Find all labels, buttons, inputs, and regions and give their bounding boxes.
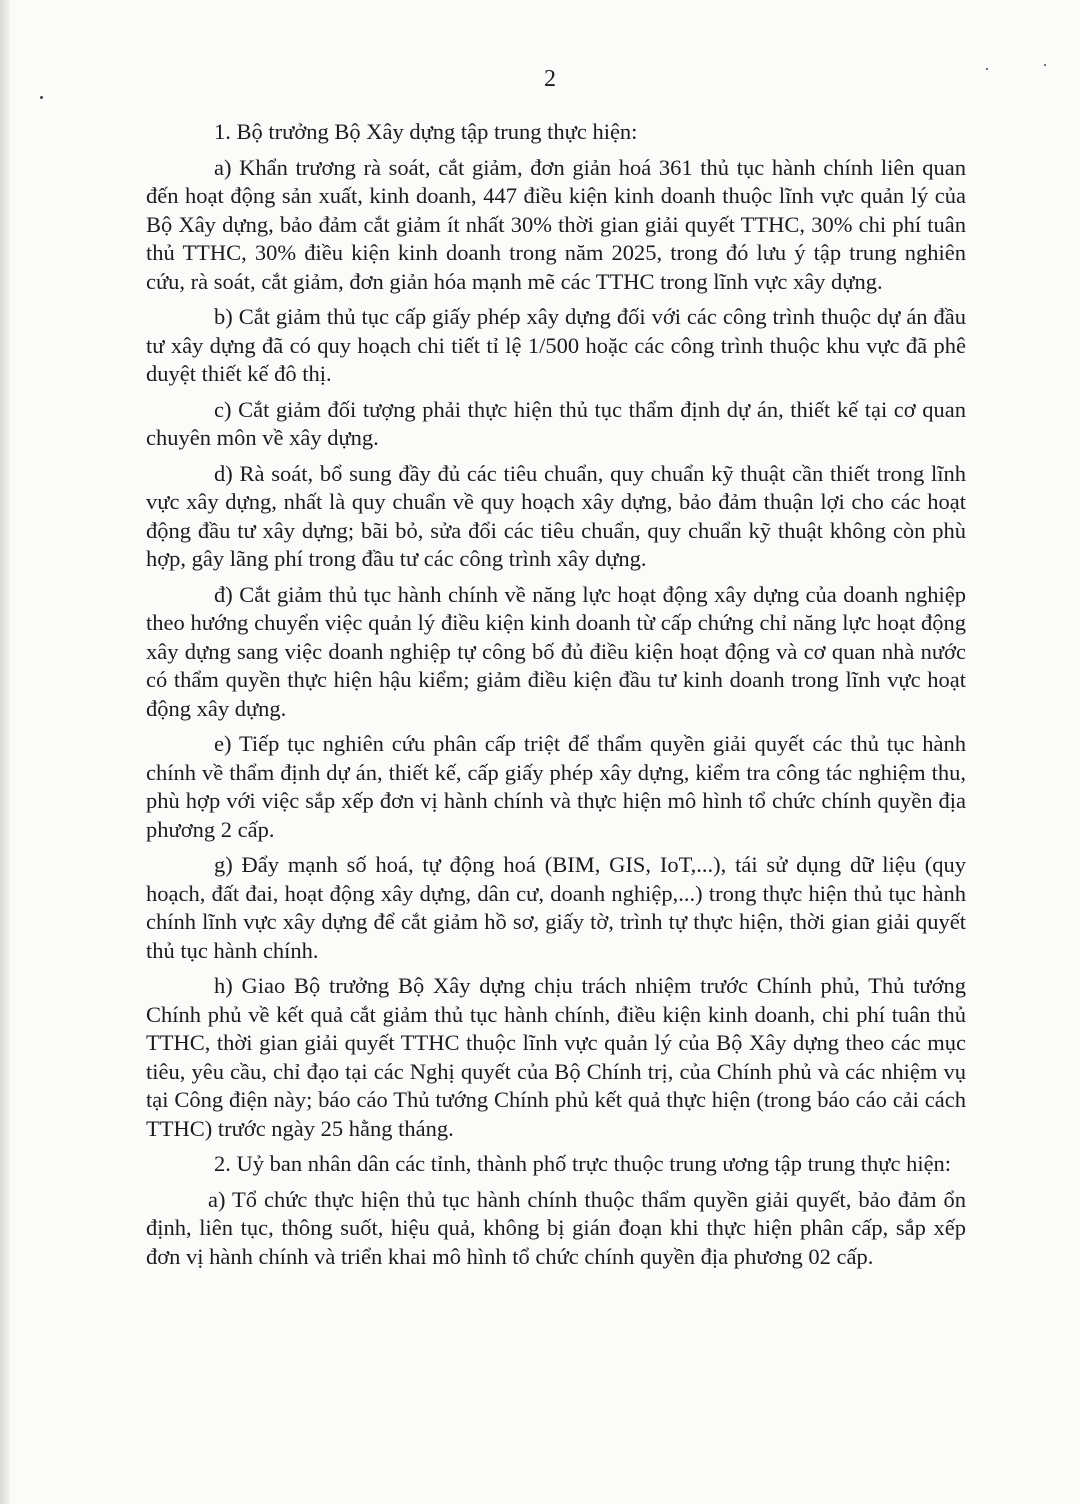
item-1h: h) Giao Bộ trưởng Bộ Xây dựng chịu trách nhiệm trước Chính phủ, Thủ tướng Chính phủ về kết quả cắt giảm thủ tục hành chính, điều kiện kinh doanh, chi phí tuân thủ TTHC, thời gian giải quyết TTHC thuộc lĩnh vực quản lý của Bộ Xây dựng theo các mục tiêu, yêu cầu, chỉ đạo tại các Nghị quyết của Bộ Chính trị, của Chính phủ và các nhiệm vụ tại Công điện này; báo cáo Thủ tướng Chính phủ kết quả thực hiện (trong báo cáo cải cách TTHC) trước ngày 25 hằng tháng. <box>146 973 966 1141</box>
item-1dd: đ) Cắt giảm thủ tục hành chính về năng lực hoạt động xây dựng của doanh nghiệp theo hướng chuyển việc quản lý điều kiện kinh doanh từ cấp chứng chỉ năng lực hoạt động xây dựng sang việc doanh nghiệp tự công bố đủ điều kiện hoạt động và cơ quan nhà nước có thẩm quyền thực hiện hậu kiểm; giảm điều kiện đầu tư kinh doanh trong lĩnh vực hoạt động xây dựng. <box>146 581 966 721</box>
scan-speck <box>40 96 43 99</box>
item-2a: a) Tổ chức thực hiện thủ tục hành chính thuộc thẩm quyền giải quyết, bảo đảm ổn định, liên tục, thông suốt, hiệu quả, không bị gián đoạn khi thực hiện phân cấp, sắp xếp đơn vị hành chính và triển khai mô hình tổ chức chính quyền địa phương 02 cấp. <box>146 1186 966 1269</box>
item-1b: b) Cắt giảm thủ tục cấp giấy phép xây dựng đối với các công trình thuộc dự án đầu tư xây dựng đã có quy hoạch chi tiết tỉ lệ 1/500 hoặc các công trình thuộc khu vực đã phê duyệt thiết kế đô thị. <box>146 304 966 386</box>
page-number: 2 <box>544 66 556 92</box>
item-1c: c) Cắt giảm đối tượng phải thực hiện thủ tục thẩm định dự án, thiết kế tại cơ quan chuyên môn về xây dựng. <box>146 396 966 450</box>
section-2-heading: 2. Uỷ ban nhân dân các tỉnh, thành phố trực thuộc trung ương tập trung thực hiện: <box>214 1151 952 1176</box>
item-1a: a) Khẩn trương rà soát, cắt giảm, đơn giản hoá 361 thủ tục hành chính liên quan đến hoạt động sản xuất, kinh doanh, 447 điều kiện kinh doanh thuộc lĩnh vực quản lý của Bộ Xây dựng, bảo đảm cắt giảm ít nhất 30% thời gian giải quyết TTHC, 30% chi phí tuân thủ TTHC, 30% điều kiện kinh doanh trong năm 2025, trong đó lưu ý tập trung nghiên cứu, rà soát, cắt giảm, đơn giản hóa mạnh mẽ các TTHC trong lĩnh vực xây dựng. <box>146 154 966 294</box>
item-1d: d) Rà soát, bổ sung đầy đủ các tiêu chuẩn, quy chuẩn kỹ thuật cần thiết trong lĩnh vực xây dựng, nhất là quy chuẩn về quy hoạch xây dựng, bảo đảm thuận lợi cho các hoạt động đầu tư xây dựng; bãi bỏ, sửa đổi các tiêu chuẩn, quy chuẩn kỹ thuật không còn phù hợp, gây lãng phí trong đầu tư các công trình xây dựng. <box>146 460 966 571</box>
page-left-edge-shadow <box>0 0 10 1504</box>
section-1-heading: 1. Bộ trưởng Bộ Xây dựng tập trung thực hiện: <box>214 119 638 144</box>
item-1g: g) Đẩy mạnh số hoá, tự động hoá (BIM, GIS, IoT,...), tái sử dụng dữ liệu (quy hoạch, đất đai, hoạt động xây dựng, dân cư, doanh nghiệp,...) trong thực hiện thủ tục hành chính lĩnh vực xây dựng để cắt giảm hồ sơ, giấy tờ, trình tự thực hiện, thời gian giải quyết thủ tục hành chính. <box>146 852 966 963</box>
item-1e: e) Tiếp tục nghiên cứu phân cấp triệt để thẩm quyền giải quyết các thủ tục hành chính về thẩm định dự án, thiết kế, cấp giấy phép xây dựng, kiểm tra công tác nghiệm thu, phù hợp với việc sắp xếp đơn vị hành chính và thực hiện mô hình tổ chức chính quyền địa phương 2 cấp. <box>146 731 966 842</box>
document-body <box>146 118 966 1278</box>
